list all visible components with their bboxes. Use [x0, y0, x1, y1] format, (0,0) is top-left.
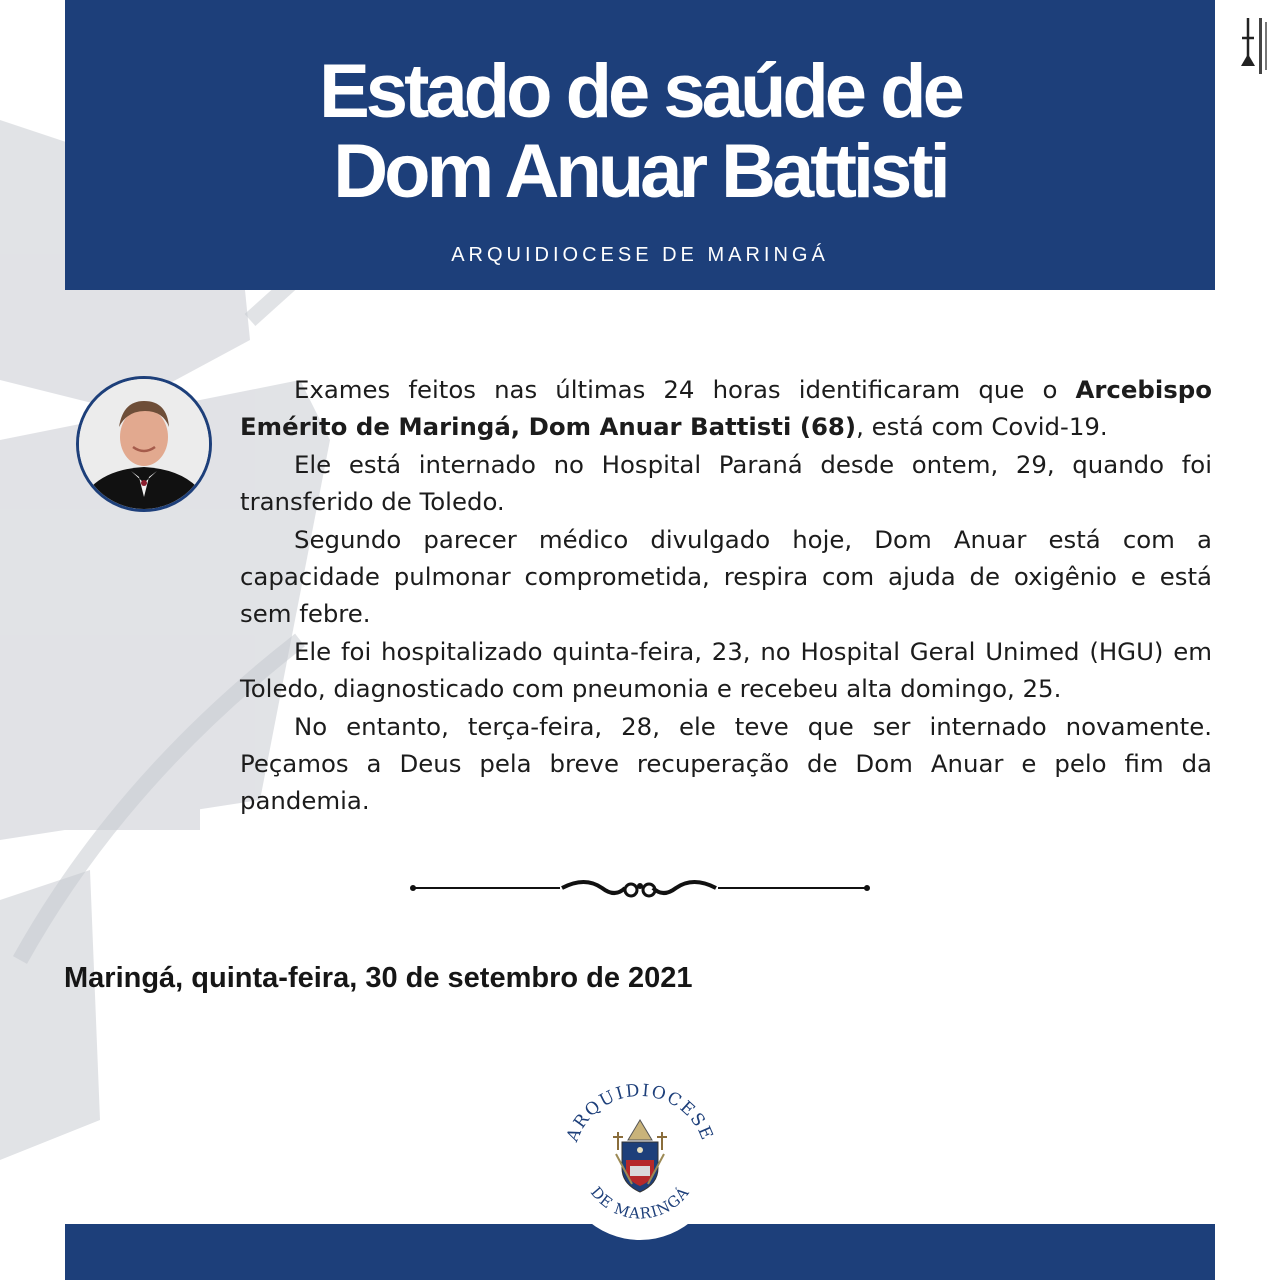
date-line: Maringá, quinta-feira, 30 de setembro de 2021	[64, 962, 693, 994]
ornamental-divider	[410, 872, 870, 902]
paragraph-5: No entanto, terça-feira, 28, ele teve que ser internado novamente. Peçamos a Deus pela breve recuperação de Dom Anuar e pelo fim da pandemia.	[240, 711, 1212, 816]
title-line-2: Dom Anuar Battisti	[333, 129, 947, 214]
seal-text-top: ARQUIDIOCESE	[562, 1080, 718, 1145]
seal-text-bottom: DE MARINGÁ	[586, 1183, 694, 1223]
header-subtitle: ARQUIDIOCESE DE MARINGÁ	[451, 244, 829, 266]
paragraph-1	[240, 371, 1212, 446]
paragraph-1-bold: Arcebispo Emérito de Maringá, Dom Anuar Battisti (68)	[240, 375, 1212, 442]
page-title	[65, 0, 1215, 212]
header-banner	[65, 0, 1215, 290]
paragraph-1-end: , está com Covid-19.	[856, 412, 1108, 442]
archdiocese-corner-logo	[1238, 14, 1272, 78]
archdiocese-seal	[560, 1080, 720, 1240]
title-line-1: Estado de saúde de	[319, 49, 961, 134]
person-icon	[79, 379, 209, 509]
coat-of-arms-icon	[560, 1080, 720, 1240]
paragraph-2: Ele está internado no Hospital Paraná desde ontem, 29, quando foi transferido de Toledo.	[240, 449, 1212, 517]
paragraph-4: Ele foi hospitalizado quinta-feira, 23, no Hospital Geral Unimed (HGU) em Toledo, diagnosticado com pneumonia e recebeu alta domingo, 25.	[240, 636, 1212, 704]
portrait-photo	[76, 376, 212, 512]
paragraph-1-text: Exames feitos nas últimas 24 horas identificaram que o	[294, 375, 1076, 404]
paragraph-3: Segundo parecer médico divulgado hoje, Dom Anuar está com a capacidade pulmonar comprometida, respira com ajuda de oxigênio e está sem febre.	[240, 524, 1212, 629]
article-body	[240, 371, 1212, 820]
